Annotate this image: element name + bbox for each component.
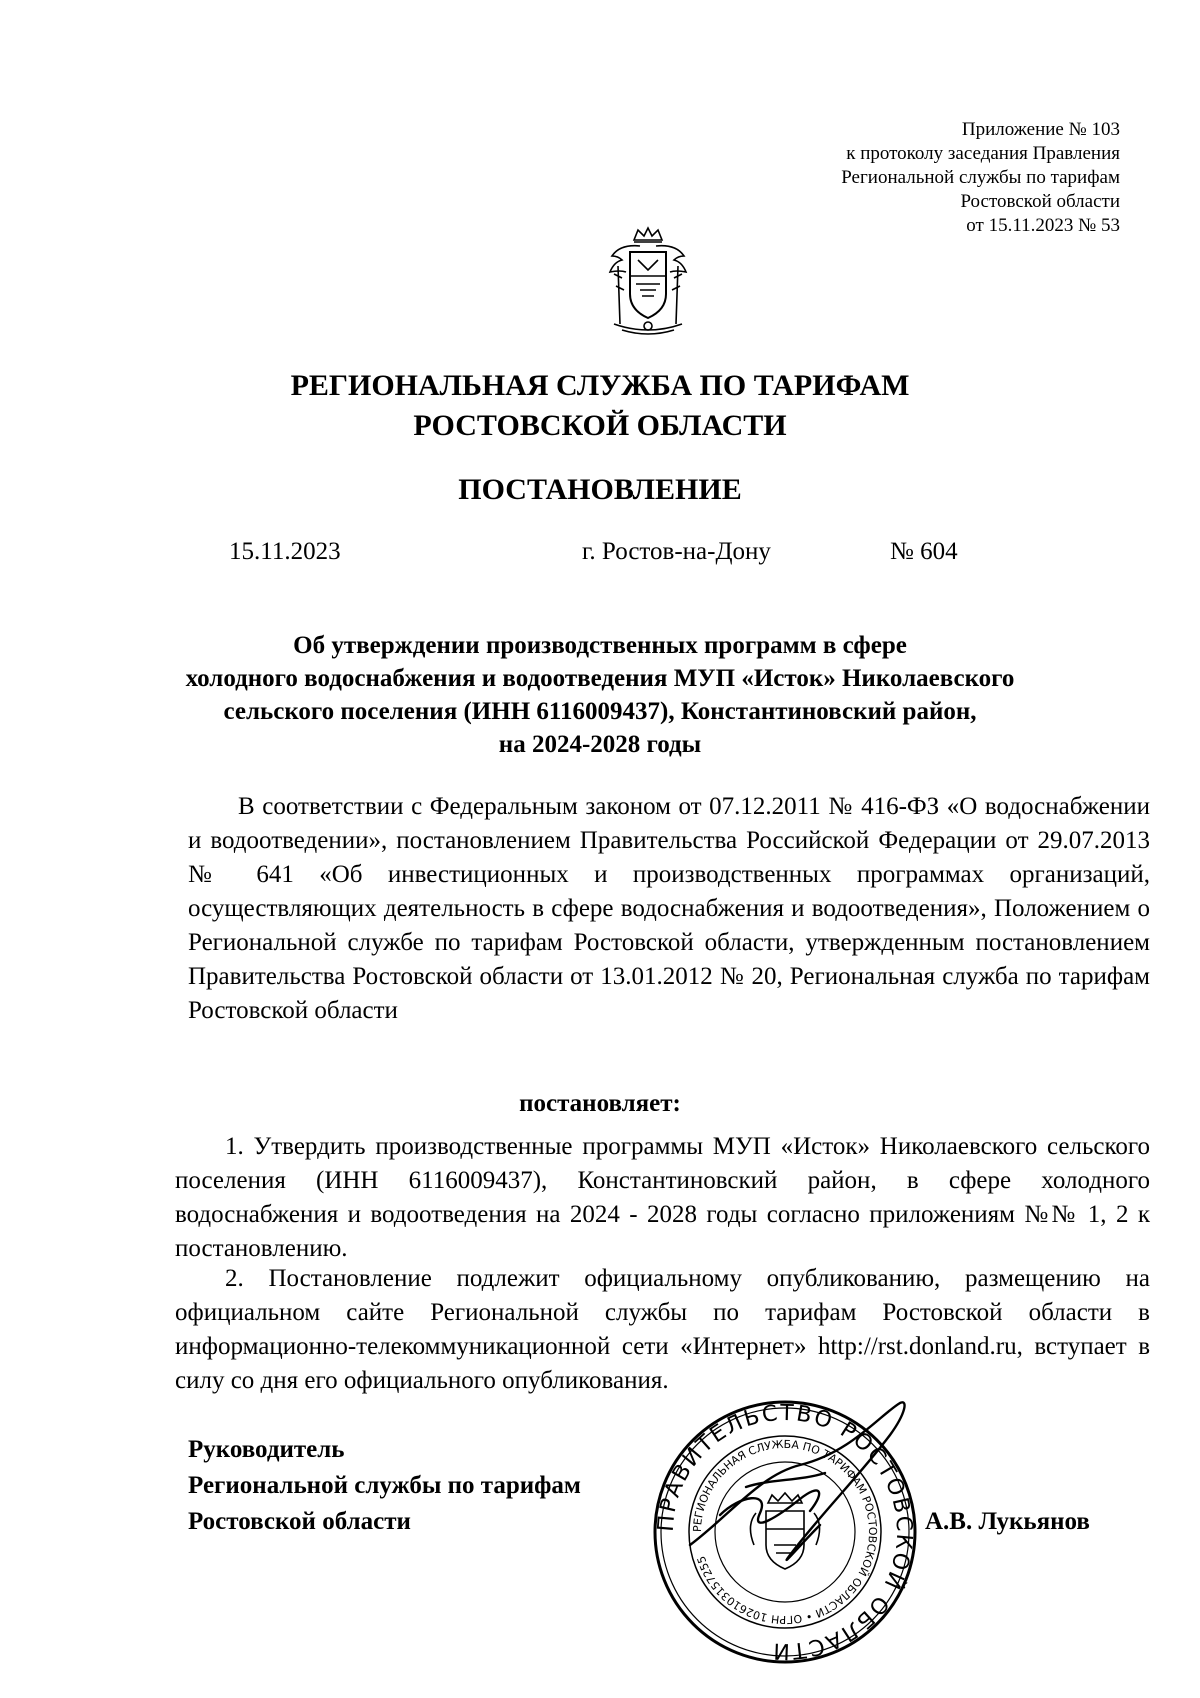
signer-title-line: Руководитель — [188, 1436, 345, 1463]
organization-line: РОСТОВСКОЙ ОБЛАСТИ — [413, 409, 787, 442]
appendix-line: Региональной службы по тарифам — [841, 167, 1120, 188]
organization-line: РЕГИОНАЛЬНАЯ СЛУЖБА ПО ТАРИФАМ — [290, 369, 910, 402]
resolution-verb: постановляет: — [519, 1090, 681, 1117]
document-number: № 604 — [890, 538, 958, 565]
official-seal-icon — [650, 1395, 920, 1670]
signer-title — [188, 1432, 581, 1540]
resolution-item-1: 1. Утвердить производственные программы МУП «Исток» Николаевского сельского поселения (ИНН 6116009437), Константиновский район, в сфере холодного водоснабжения и водоотведения на 2024 - 2028 годы согласно приложениям №№ 1, 2 к постановлению. — [175, 1133, 1150, 1262]
document-type: ПОСТАНОВЛЕНИЕ — [458, 473, 742, 506]
appendix-line: к протоколу заседания Правления — [846, 143, 1120, 164]
subject-line: на 2024-2028 годы — [498, 731, 702, 758]
signer-title-line: Ростовской области — [188, 1508, 411, 1535]
signer-title-line: Региональной службы по тарифам — [188, 1472, 581, 1499]
stamp-outer-text: ПРАВИТЕЛЬСТВО РОСТОВСКОЙ ОБЛАСТИ — [653, 1400, 917, 1664]
svg-text:РЕГИОНАЛЬНАЯ СЛУЖБА ПО ТАРИФАМ — [691, 1438, 879, 1626]
appendix-line: от 15.11.2023 № 53 — [966, 215, 1120, 236]
document-subject — [150, 629, 1050, 761]
subject-line: холодного водоснабжения и водоотведения МУП «Исток» Николаевского — [185, 665, 1015, 692]
subject-line: Об утверждении производственных программ в сфере — [293, 632, 907, 659]
preamble-paragraph: В соответствии с Федеральным законом от 07.12.2011 № 416-ФЗ «О водоснабжении и водоотведении», постановлением Правительства Российской Федерации от 29.07.2013 № 641 «Об инвестиционных и производственных программах организаций, осуществляющих деятельность в сфере водоснабжения и водоотведения», Положением о Региональной службе по тарифам Ростовской области, утвержденным постановлением Правительства Ростовской области от 13.01.2012 № 20, Региональная служба по тарифам Ростовской области — [188, 793, 1150, 1024]
signer-name: А.В. Лукьянов — [925, 1508, 1090, 1535]
appendix-note — [720, 118, 1120, 238]
document-place: г. Ростов-на-Дону — [582, 538, 771, 565]
coat-of-arms-icon — [600, 226, 696, 338]
appendix-line: Ростовской области — [960, 191, 1120, 212]
document-date: 15.11.2023 — [229, 538, 341, 565]
subject-line: сельского поселения (ИНН 6116009437), Константиновский район, — [223, 698, 977, 725]
appendix-line: Приложение № 103 — [961, 119, 1120, 140]
stamp-inner-text: РЕГИОНАЛЬНАЯ СЛУЖБА ПО ТАРИФАМ РОСТОВСКОЙ ОБЛАСТИ • ОГРН 1026103157255 — [690, 1437, 880, 1627]
resolution-item-2: 2. Постановление подлежит официальному опубликованию, размещению на официальном сайте Региональной службы по тарифам Ростовской области в информационно-телекоммуникационной сети «Интернет» http://rst.donland.ru, вступает в силу со дня его официального опубликования. — [175, 1265, 1150, 1394]
organization-name — [150, 366, 1050, 446]
